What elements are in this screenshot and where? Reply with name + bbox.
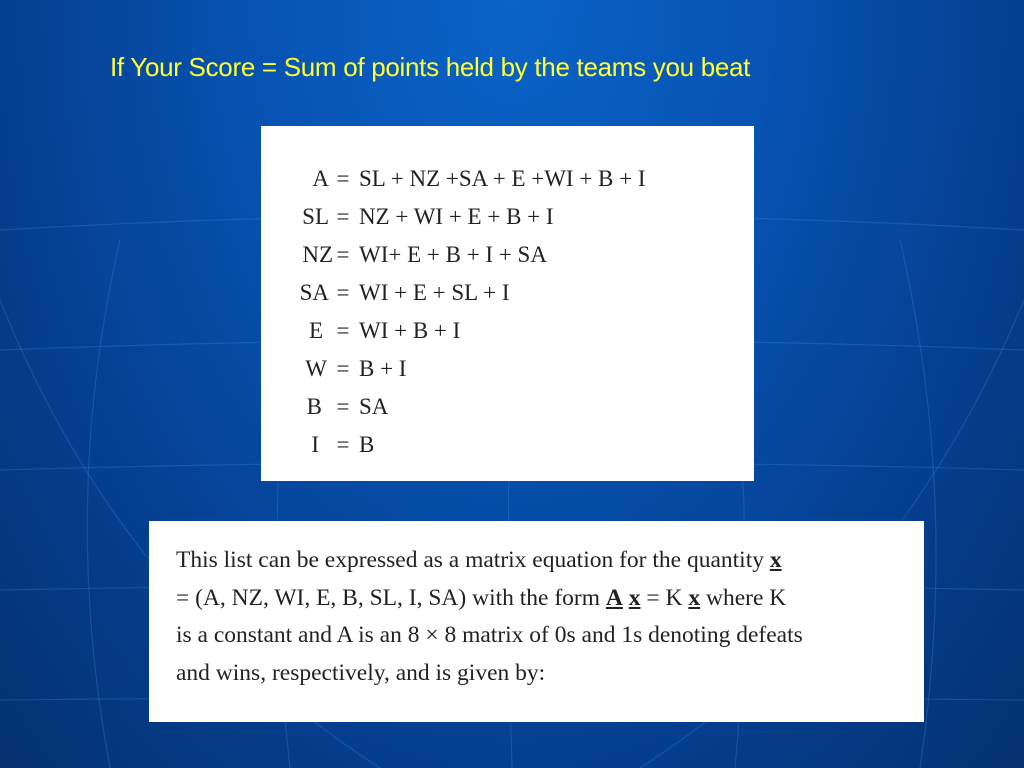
description-text: = K: [640, 585, 689, 611]
equation-sign: =: [336, 204, 350, 229]
slide-title: If Your Score = Sum of points held by the teams you beat: [110, 52, 751, 82]
equation-row: [261, 350, 754, 388]
equation-sign: =: [336, 242, 350, 267]
description-text: This list can be expressed as a matrix equation for the quantity: [176, 547, 770, 573]
equation-sign: =: [336, 318, 350, 343]
description-line: [176, 583, 786, 613]
equation-row: [261, 274, 754, 312]
equation-row: [261, 236, 754, 274]
equation-rhs: SL + NZ +SA + E +WI + B + I: [359, 166, 646, 191]
vector-x: x: [769, 547, 782, 573]
equation-row: [261, 312, 754, 350]
equation-sign: =: [336, 166, 350, 191]
equation-lhs: W: [305, 356, 327, 381]
equation-rhs: WI + E + SL + I: [359, 280, 510, 305]
equation-lhs: A: [312, 166, 329, 191]
equation-sign: =: [336, 394, 350, 419]
equation-rhs: B: [359, 432, 375, 457]
equation-lhs: SL: [302, 204, 329, 229]
description-line: and wins, respectively, and is given by:: [176, 660, 546, 686]
equation-rhs: WI+ E + B + I + SA: [359, 242, 547, 267]
description-panel: [149, 521, 924, 722]
equation-rhs: SA: [359, 394, 389, 419]
equation-sign: =: [336, 432, 350, 457]
equation-sign: =: [336, 280, 350, 305]
description-text: where K: [700, 585, 787, 611]
equation-sign: =: [336, 356, 350, 381]
equation-row: [261, 388, 754, 426]
equation-lhs: NZ: [302, 242, 333, 267]
vector-x: x: [688, 585, 701, 611]
equation-row: [261, 160, 754, 198]
description-text: = (A, NZ, WI, E, B, SL, I, SA) with the form: [176, 585, 606, 611]
equation-lhs: SA: [299, 280, 329, 305]
equation-lhs: E: [308, 318, 323, 343]
description-line: is a constant and A is an 8 × 8 matrix of 0s and 1s denoting defeats: [176, 622, 803, 648]
equation-lhs: I: [311, 432, 319, 457]
equation-row: [261, 198, 754, 236]
equation-rhs: NZ + WI + E + B + I: [359, 204, 554, 229]
equations-panel: [261, 126, 754, 481]
vector-x: x: [628, 585, 641, 611]
matrix-a: A: [605, 585, 623, 611]
equation-rhs: WI + B + I: [359, 318, 461, 343]
equation-row: [261, 426, 754, 464]
equation-lhs: B: [306, 394, 322, 419]
description-line: [176, 545, 782, 575]
equation-rhs: B + I: [359, 356, 407, 381]
